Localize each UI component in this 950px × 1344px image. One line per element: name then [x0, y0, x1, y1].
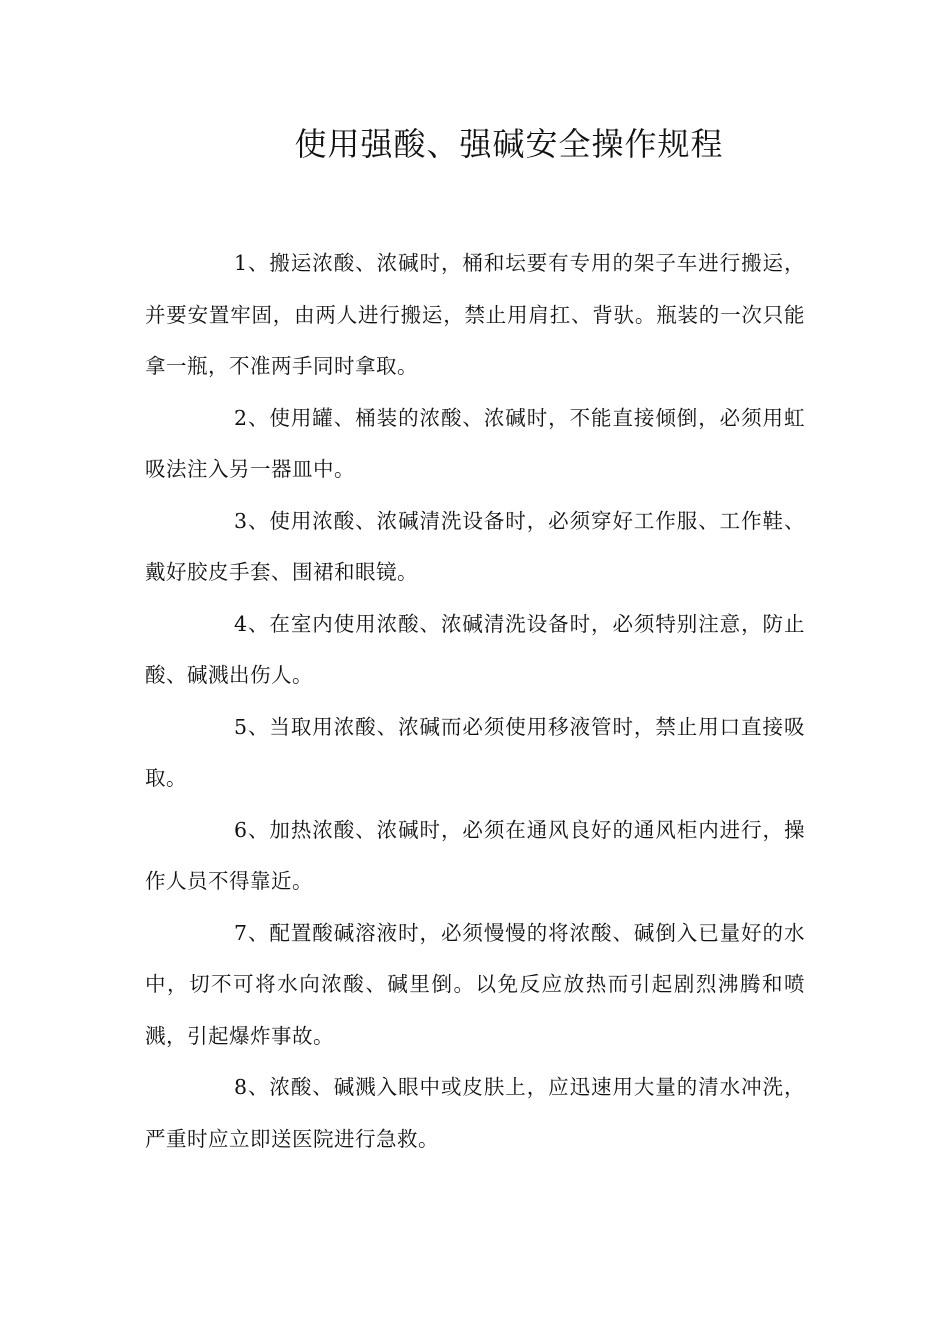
rule-item-3: 3、使用浓酸、浓碱清洗设备时，必须穿好工作服、工作鞋、戴好胶皮手套、围裙和眼镜。: [145, 508, 805, 584]
rule-item-8: 8、浓酸、碱溅入眼中或皮肤上，应迅速用大量的清水冲洗，严重时应立即送医院进行急救。: [145, 1075, 805, 1151]
rule-item-4: 4、在室内使用浓酸、浓碱清洗设备时，必须特别注意，防止酸、碱溅出伤人。: [145, 611, 805, 687]
document-title: 使用强酸、强碱安全操作规程: [294, 125, 724, 163]
rule-item-1: 1、搬运浓酸、浓碱时，桶和坛要有专用的架子车进行搬运，并要安置牢固，由两人进行搬运，禁止用肩扛、背驮。瓶装的一次只能拿一瓶，不准两手同时拿取。: [145, 251, 805, 378]
rule-item-6: 6、加热浓酸、浓碱时，必须在通风良好的通风柜内进行，操作人员不得靠近。: [145, 817, 805, 893]
rule-item-2: 2、使用罐、桶装的浓酸、浓碱时，不能直接倾倒，必须用虹吸法注入另一器皿中。: [145, 405, 805, 481]
document-body: [145, 238, 805, 1165]
rule-item-7: 7、配置酸碱溶液时，必须慢慢的将浓酸、碱倒入已量好的水中，切不可将水向浓酸、碱里倒。以免反应放热而引起剧烈沸腾和喷溅，引起爆炸事故。: [145, 920, 805, 1048]
rule-item-5: 5、当取用浓酸、浓碱而必须使用移液管时，禁止用口直接吸取。: [145, 714, 805, 790]
